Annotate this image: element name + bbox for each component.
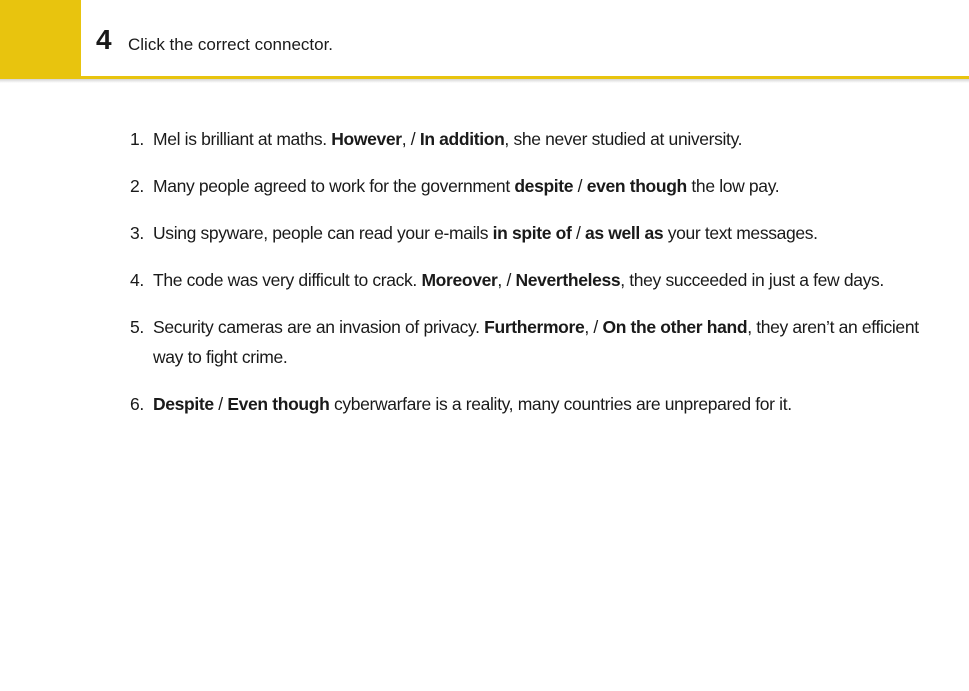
exercise-item-1 bbox=[130, 124, 930, 154]
option-separator: / bbox=[571, 223, 585, 243]
connector-option-1[interactable]: However bbox=[331, 129, 402, 149]
option-separator: , / bbox=[497, 270, 516, 290]
connector-option-1[interactable]: Moreover bbox=[421, 270, 498, 290]
exercise-item-3 bbox=[130, 218, 930, 248]
sentence-before: Security cameras are an invasion of privacy. bbox=[153, 317, 485, 337]
sentence-before: Many people agreed to work for the government bbox=[153, 176, 515, 196]
item-number: 5. bbox=[130, 317, 144, 337]
item-number: 2. bbox=[130, 176, 144, 196]
connector-option-2[interactable]: Even though bbox=[227, 394, 330, 414]
connector-option-1[interactable]: despite bbox=[514, 176, 574, 196]
sentence-after: the low pay. bbox=[686, 176, 780, 196]
sentence-after: your text messages. bbox=[663, 223, 818, 243]
connector-option-2[interactable]: Nevertheless bbox=[515, 270, 621, 290]
sentence-before: Using spyware, people can read your e-mails bbox=[153, 223, 493, 243]
option-separator: , / bbox=[401, 129, 420, 149]
item-number: 6. bbox=[130, 394, 144, 414]
connector-option-2[interactable]: as well as bbox=[584, 223, 664, 243]
item-number: 4. bbox=[130, 270, 144, 290]
sentence-after: , she never studied at university. bbox=[504, 129, 743, 149]
connector-option-2[interactable]: even though bbox=[586, 176, 687, 196]
sentence-before: Mel is brilliant at maths. bbox=[153, 129, 332, 149]
option-separator: / bbox=[213, 394, 228, 414]
exercise-number: 4 bbox=[96, 24, 112, 55]
connector-option-2[interactable]: In addition bbox=[419, 129, 505, 149]
connector-option-2[interactable]: On the other hand bbox=[602, 317, 748, 337]
sentence-before: The code was very difficult to crack. bbox=[153, 270, 422, 290]
sentence-after: , they aren’t an efficient way to fight crime. bbox=[153, 317, 919, 367]
exercise-item-4 bbox=[130, 265, 930, 295]
connector-option-1[interactable]: Furthermore bbox=[484, 317, 585, 337]
item-number: 1. bbox=[130, 129, 144, 149]
connector-option-1[interactable]: Despite bbox=[153, 394, 214, 414]
exercise-header bbox=[0, 0, 969, 78]
exercise-items bbox=[130, 124, 930, 436]
exercise-item-5 bbox=[130, 312, 930, 372]
sentence-after: , they succeeded in just a few days. bbox=[620, 270, 884, 290]
option-separator: / bbox=[573, 176, 587, 196]
header-accent-block bbox=[0, 0, 81, 76]
exercise-item-2 bbox=[130, 171, 930, 201]
item-number: 3. bbox=[130, 223, 144, 243]
exercise-instruction: Click the correct connector. bbox=[128, 35, 334, 54]
option-separator: , / bbox=[584, 317, 603, 337]
connector-option-1[interactable]: in spite of bbox=[492, 223, 572, 243]
exercise-item-6 bbox=[130, 389, 930, 419]
sentence-after: cyberwarfare is a reality, many countries are unprepared for it. bbox=[329, 394, 792, 414]
header-shadow bbox=[0, 79, 969, 83]
